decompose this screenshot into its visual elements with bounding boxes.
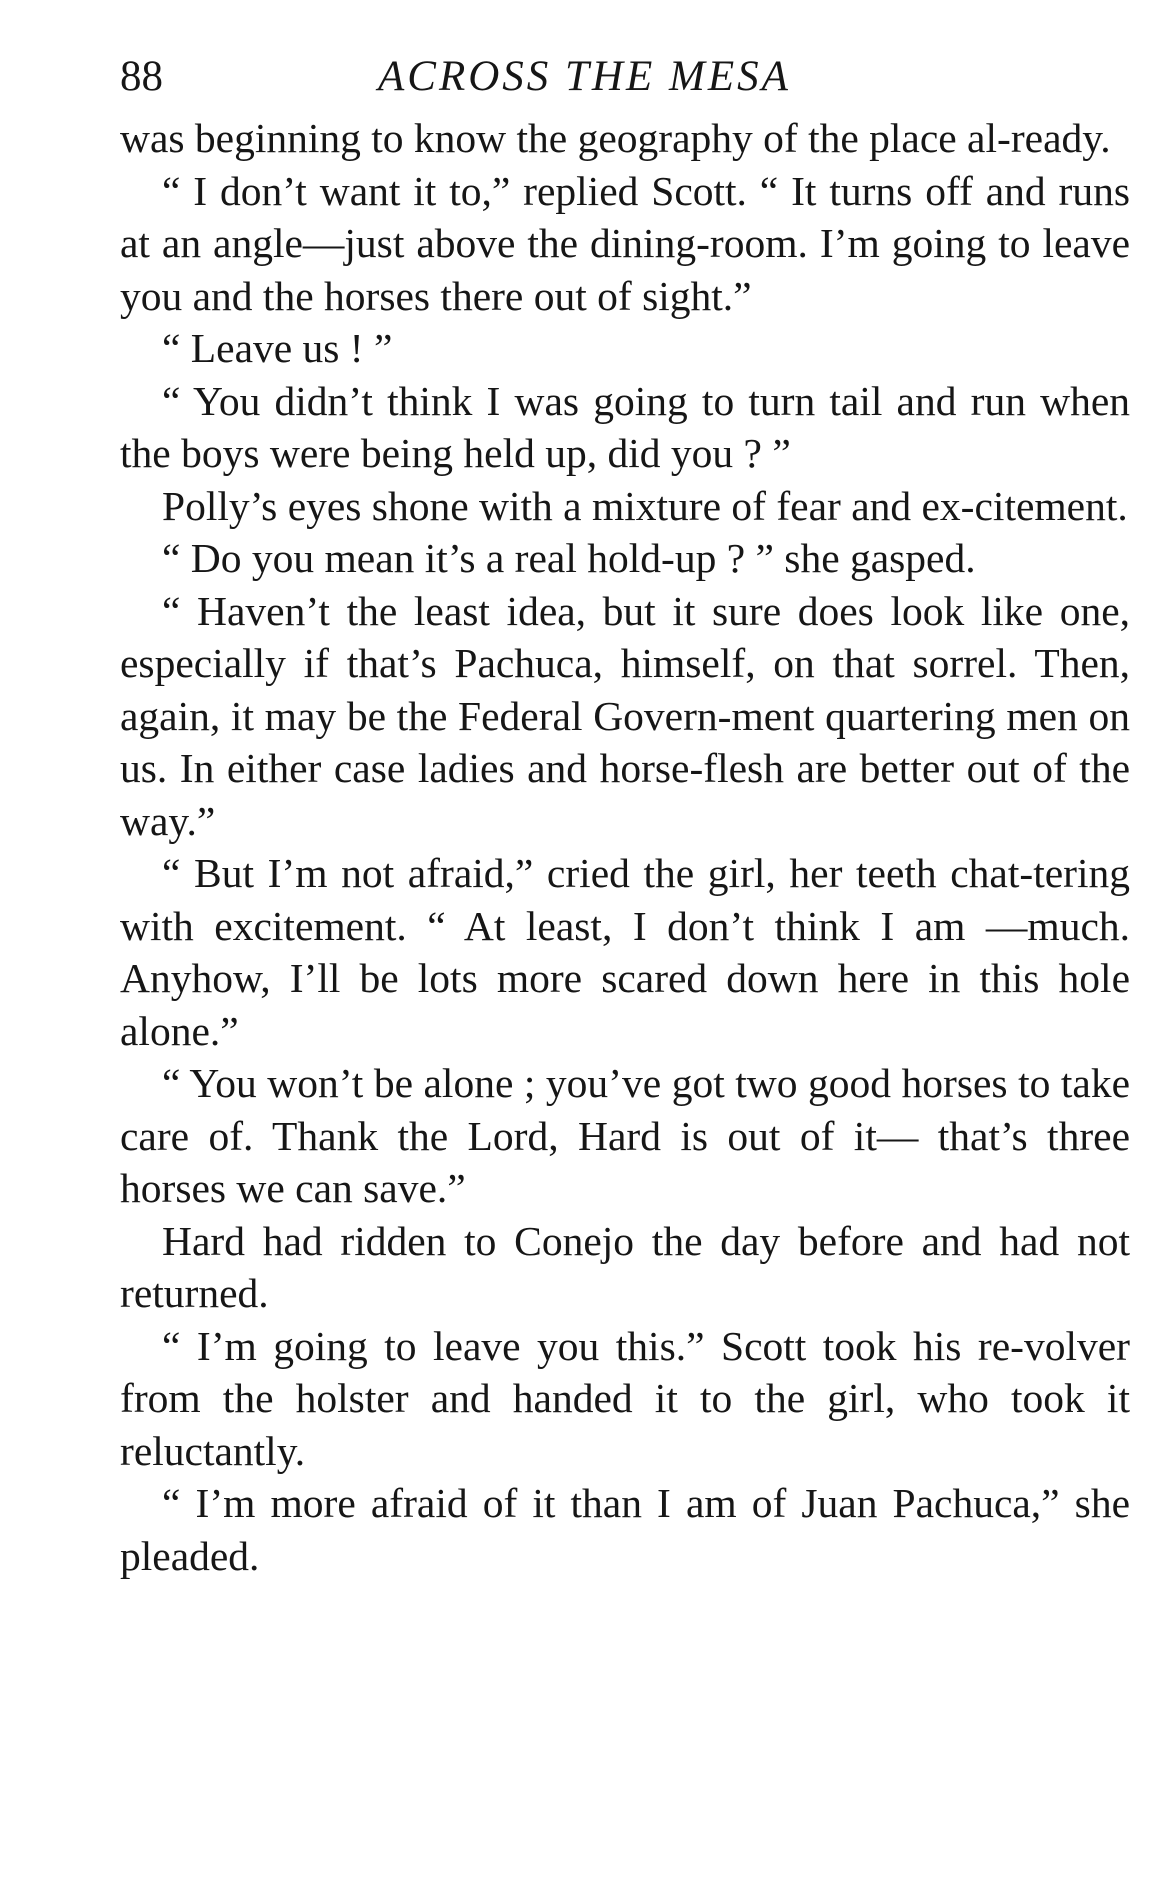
paragraph: “ I’m more afraid of it than I am of Juan Pachuca,” she pleaded.: [120, 1480, 1130, 1579]
paragraph: “ But I’m not afraid,” cried the girl, her teeth chat-tering with excitement. “ At least, I don’t think I am —much. Anyhow, I’ll be lots more scared down here in this hole alone.”: [120, 850, 1130, 1054]
running-title: ACROSS THE MESA: [378, 53, 791, 100]
paragraph: “ I don’t want it to,” replied Scott. “ It turns off and runs at an angle—just above the dining-room. I’m going to leave you and the horses there out of sight.”: [120, 167, 1130, 319]
page-header: [120, 40, 1130, 112]
paragraph: “ You didn’t think I was going to turn tail and run when the boys were being held up, did you ? ”: [120, 377, 1130, 476]
paragraph: “ Do you mean it’s a real hold-up ? ” she gasped.: [162, 535, 976, 581]
book-page: [120, 40, 1130, 1582]
paragraph: “ You won’t be alone ; you’ve got two good horses to take care of. Thank the Lord, Hard is out of it— that’s three horses we can save.”: [120, 1060, 1130, 1211]
paragraph: Hard had ridden to Conejo the day before and had not returned.: [120, 1217, 1130, 1316]
paragraph: Polly’s eyes shone with a mixture of fear and ex-citement.: [162, 482, 1128, 529]
paragraph: “ I’m going to leave you this.” Scott took his re-volver from the holster and handed it to the girl, who took it reluctantly.: [120, 1322, 1130, 1474]
page-number: 88: [120, 53, 163, 100]
paragraph: “ Haven’t the least idea, but it sure does look like one, especially if that’s Pachuca, himself, on that sorrel. Then, again, it may be the Federal Govern-ment quartering men on us. In either case ladies and horse-flesh are better out of the way.”: [120, 587, 1130, 844]
paragraph: was beginning to know the geography of the place al-ready.: [120, 115, 1111, 161]
paragraph: “ Leave us ! ”: [162, 325, 393, 371]
page-body: [120, 112, 1130, 1582]
